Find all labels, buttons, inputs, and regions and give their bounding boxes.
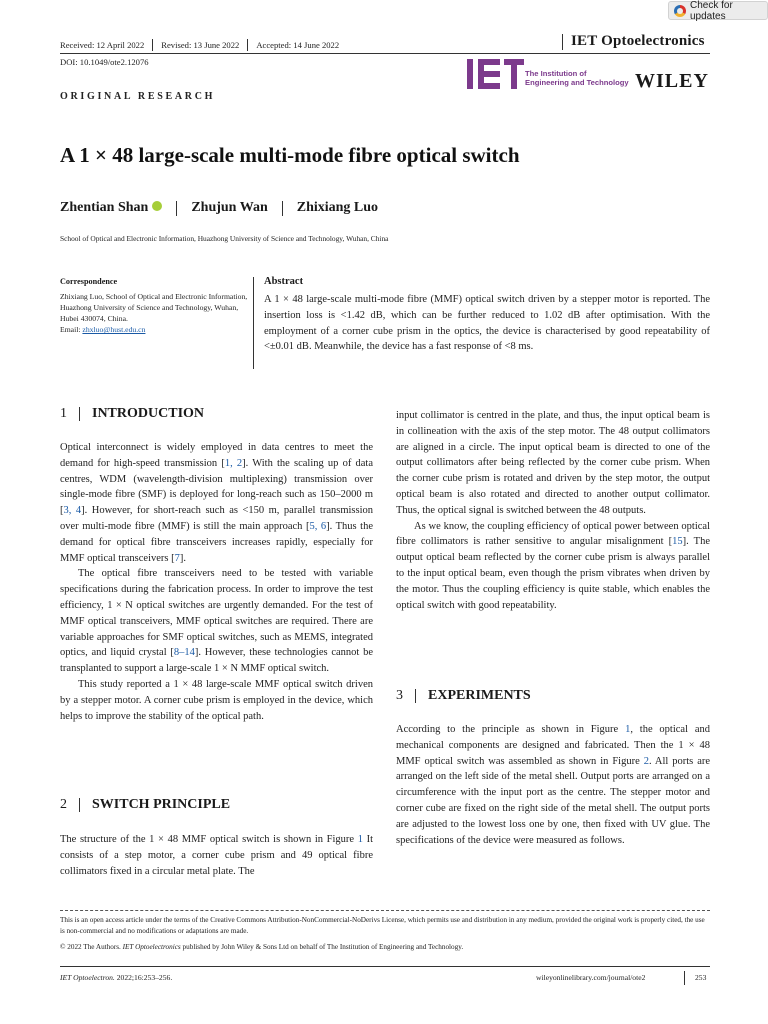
figure-link[interactable]: 1 xyxy=(625,724,631,735)
author-name[interactable]: Zhixiang Luo xyxy=(296,200,379,215)
received-date: Received: 12 April 2022 xyxy=(60,40,145,50)
paragraph xyxy=(60,832,373,879)
crossmark-icon xyxy=(674,5,686,17)
citation-link[interactable]: 15 xyxy=(672,536,683,548)
journal-abbrev: IET Optoelectron. xyxy=(60,973,115,982)
correspondence-body xyxy=(60,291,250,335)
author-list xyxy=(60,200,378,216)
section-heading-switch-principle xyxy=(60,797,230,813)
divider xyxy=(247,39,248,51)
journal-url[interactable]: wileyonlinelibrary.com/journal/ote2 xyxy=(536,973,646,982)
switch-principle-continued xyxy=(396,408,710,613)
section-title: SWITCH PRINCIPLE xyxy=(92,797,231,812)
citation-link[interactable]: 7 xyxy=(174,552,180,564)
paragraph: input collimator is centred in the plate, and thus, the input optical beam is in collineation with the axis of the step motor. The 48 output collimators are aligned in a circle. The input optical beam is directed to one of the output collimators after being reflected by the corner cube prism. When the corner cube prism is rotated and driven by the step motor, the output optical beam is also rotated and directed to another output collimator. Thus, the optical signal is switched between the 48 outputs. xyxy=(396,410,710,516)
author-name[interactable]: Zhujun Wan xyxy=(191,200,268,215)
wiley-logo: WILEY xyxy=(635,70,709,92)
correspondence-heading: Correspondence xyxy=(60,277,118,286)
text-run: It consists of a step motor, a corner cube prism and 49 optical fibre collimators fixed in a circular metal plate. The xyxy=(60,834,374,877)
divider xyxy=(79,407,80,421)
volume-pages: 2022;16:253–256. xyxy=(114,973,173,982)
email-label: Email: xyxy=(60,325,81,334)
section-number: 3 xyxy=(396,688,403,703)
accepted-date: Accepted: 14 June 2022 xyxy=(256,40,340,50)
text-run: The optical fibre transceivers need to be tested with variable specifications during the fabrication process. In order to improve the test efficiency, 1 × N optical switches are urgently demanded. For the test of MMF optical transceivers, MMF optical switches are required. There are variable approaches for SMF optical switches, such as MEMS, integrated optics, and liquid crystal [ xyxy=(60,568,373,659)
text-run: The structure of the 1 × 48 MMF optical switch is shown in Figure xyxy=(60,834,358,845)
text-run: As we know, the coupling efficiency of optical power between optical fibre collimators is rather sensitive to angular misalignment [ xyxy=(396,520,710,548)
header-rule xyxy=(60,53,710,54)
correspondence-text: Zhixiang Luo, School of Optical and Electronic Information, Huazhong University of Science and Technology, Wuhan, Hubei 430074, China. xyxy=(60,292,248,323)
license-note: This is an open access article under the terms of the Creative Commons Attribution-NonCommercial-NoDerivs License, which permits use and distribution in any medium, provided the original work is properly cited, the use is non-commercial and no modifications or adaptations are made. xyxy=(60,916,705,935)
institution-line-2: Engineering and Technology xyxy=(525,78,629,87)
article-title: A 1 × 48 large-scale multi-mode fibre optical switch xyxy=(60,143,520,167)
text-run: ]. The output optical beam reflected by the corner cube prism is always parallel to the input optical beam, even though the prism vibrates when driven by the motor. Thus the coupling efficiency is quite stable, which enables the optical switch with good repeatability. xyxy=(396,536,710,611)
text-run: ]. With the scaling up of data centres, WDM (wavelength-division multiplexing) transmission over single-mode fibre (SMF) is deployed for long-reach such as 150–2000 m [ xyxy=(60,457,374,517)
copyright-note xyxy=(60,942,710,953)
article-type: ORIGINAL RESEARCH xyxy=(60,91,216,102)
paragraph xyxy=(60,566,373,677)
section-title: INTRODUCTION xyxy=(92,406,205,421)
citation-link[interactable]: 3, 4 xyxy=(63,505,82,517)
institution-name xyxy=(525,69,629,87)
divider xyxy=(562,34,563,50)
text-run: published by John Wiley & Sons Ltd on behalf of The Institution of Engineering and Technology. xyxy=(180,943,464,951)
citation-link[interactable]: 5, 6 xyxy=(309,520,327,532)
orcid-icon[interactable] xyxy=(152,201,162,211)
affiliation: School of Optical and Electronic Information, Huazhong University of Science and Technology, Wuhan, China xyxy=(60,234,389,243)
abstract-body: A 1 × 48 large-scale multi-mode fibre (MMF) optical switch driven by a stepper motor is reported. The insertion loss is <1.42 dB, which can be further reduced to 1.02 dB after optimisation. With the employment of a corner cube prism in the optics, the device is characterised by good repeatability of <±0.01 dB. Meanwhile, the device has a fast response of <8 ms. xyxy=(264,294,710,353)
abstract-heading: Abstract xyxy=(264,276,304,287)
paragraph xyxy=(60,440,373,566)
footer-rule xyxy=(60,966,710,967)
dates-row xyxy=(60,39,339,51)
text-run: According to the principle as shown in Figure xyxy=(396,724,626,735)
section-number: 1 xyxy=(60,406,67,421)
check-for-updates-label: Check for updates xyxy=(690,0,733,22)
revised-date: Revised: 13 June 2022 xyxy=(161,40,240,50)
iet-logo xyxy=(467,59,523,89)
figure-link[interactable]: 2 xyxy=(643,755,649,767)
citation-link[interactable]: 1, 2 xyxy=(224,457,243,469)
experiments-text xyxy=(396,722,710,848)
paragraph xyxy=(396,519,710,614)
section-title: EXPERIMENTS xyxy=(428,688,531,703)
divider xyxy=(152,39,153,51)
check-for-updates-button[interactable] xyxy=(668,1,768,20)
institution-line-1: The Institution of xyxy=(525,69,587,78)
text-run: ]. However, for short-reach such as <150 m, parallel transmission over multi-mode fibre (MMF) is still the main approach [ xyxy=(60,505,373,532)
email-link[interactable]: zhxluo@hust.edu.cn xyxy=(82,325,146,334)
column-divider xyxy=(253,277,254,369)
divider xyxy=(79,798,80,812)
text-run: ]. However, these technologies cannot be transplanted to support a large-scale 1 × N MMF optical switch. xyxy=(60,647,373,675)
journal-name: IET Optoelectronics xyxy=(122,943,181,951)
section-heading-experiments xyxy=(396,688,531,704)
page-number: 253 xyxy=(695,973,707,982)
text-run: Optical interconnect is widely employed in data centres to meet the demand for high-speed transmission [ xyxy=(60,442,373,469)
journal-name: IET Optoelectronics xyxy=(571,33,705,49)
divider xyxy=(415,689,416,703)
text-run: . All ports are arranged on the left side of the metal shell. Output ports are arranged on a circumference with the input port as the centre. The stepper motor and corner cube are fixed on the right side of the metal shell. The output ports are adjusted to the lowest loss one by one, then fixed with UV glue. The specifications of the device were measured as follows. xyxy=(396,755,711,846)
section-heading-introduction xyxy=(60,406,204,422)
divider xyxy=(282,201,283,216)
citation-line xyxy=(60,973,172,982)
figure-link[interactable]: 1 xyxy=(357,834,363,845)
divider xyxy=(684,971,685,985)
text-run: © 2022 The Authors. xyxy=(60,943,123,951)
text-run: ]. Thus the demand for optical fibre transceivers increases rapidly, especially for MMF optical transceivers [ xyxy=(60,520,373,564)
author-name[interactable]: Zhentian Shan xyxy=(60,200,149,215)
text-run: ]. xyxy=(179,552,186,564)
introduction-text xyxy=(60,440,373,724)
switch-principle-text xyxy=(60,832,373,879)
text-run: , the optical and mechanical components are designed and fabricated. Then the 1 × 48 MMF optical switch was assembled as shown in Figure xyxy=(396,724,710,767)
citation-link[interactable]: 8–14 xyxy=(173,647,195,659)
doi[interactable]: DOI: 10.1049/ote2.12076 xyxy=(60,57,149,67)
section-number: 2 xyxy=(60,797,67,812)
paragraph xyxy=(396,722,710,848)
paragraph: This study reported a 1 × 48 large-scale MMF optical switch driven by a stepper motor. A corner cube prism is employed in the device, which helps to improve the stability of the optical path. xyxy=(60,678,373,722)
divider xyxy=(176,201,177,216)
footnote-rule xyxy=(60,910,710,911)
